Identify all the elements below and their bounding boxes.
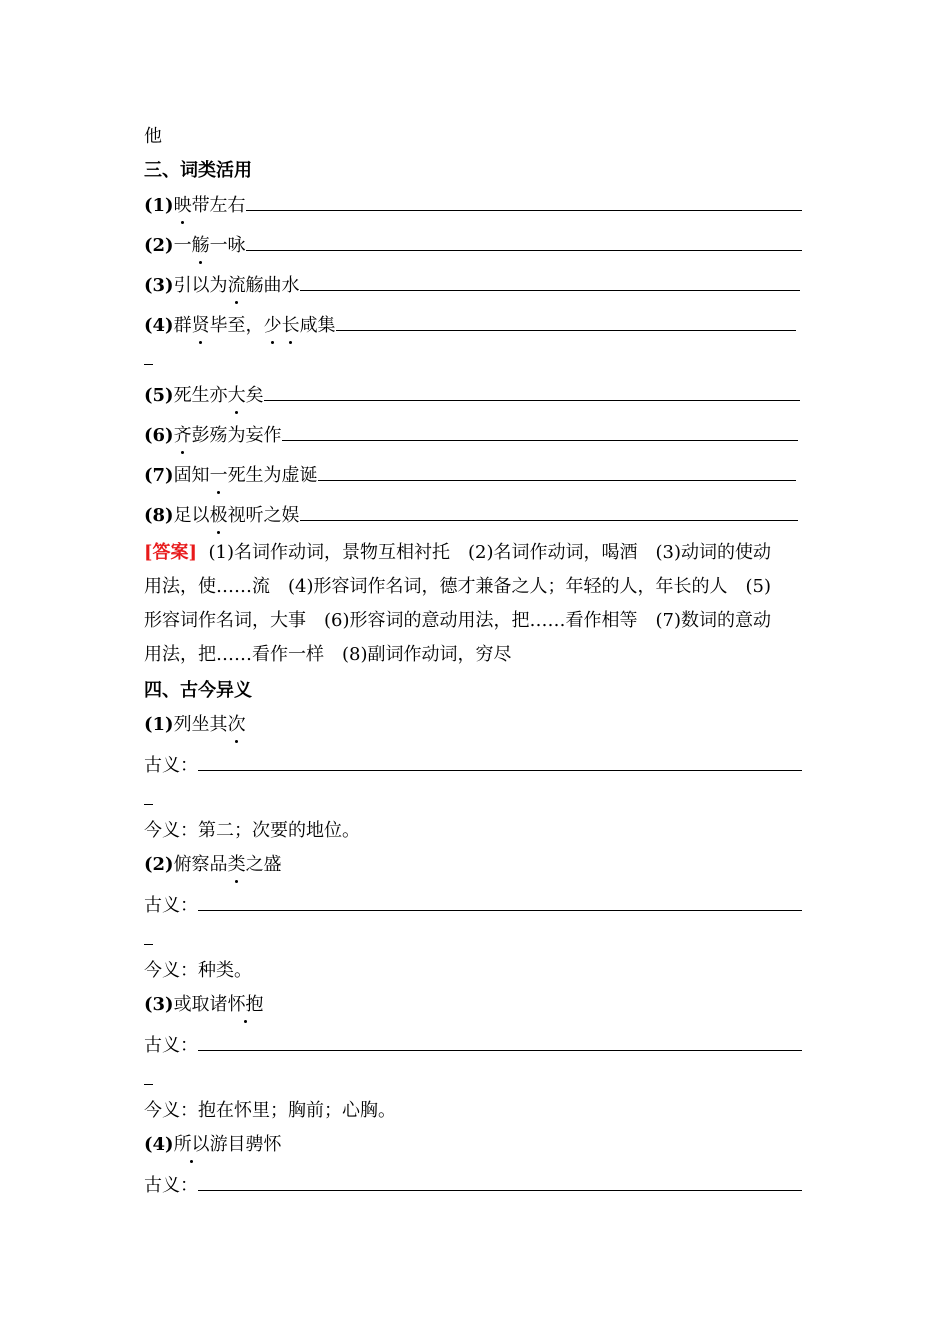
s3-item-3: (3)引以为流觞曲水 — [144, 272, 800, 299]
s3-item-8: (8)足以极视听之娱 — [144, 502, 798, 529]
s4-gu-4: 古义： — [144, 1172, 802, 1199]
emphasis-char: 类 — [228, 852, 246, 878]
blank-tail — [144, 1084, 153, 1085]
emphasis-char: 大 — [228, 383, 246, 409]
answer-blank[interactable] — [318, 462, 796, 481]
s3-item-5: (5)死生亦大矣 — [144, 382, 800, 409]
s4-gu-1: 古义： — [144, 752, 802, 779]
answer-blank[interactable] — [300, 272, 800, 291]
emphasis-char: 映 — [174, 193, 192, 219]
s3-item-1: (1)映带左右 — [144, 192, 802, 219]
section4-title: 四、古今异义 — [144, 680, 252, 701]
s3-item-6: (6)齐彭殇为妄作 — [144, 422, 798, 449]
emphasis-char: 次 — [228, 712, 246, 738]
emphasis-char: 流 — [228, 273, 246, 299]
s4-item-2: (2)俯察品类之盛 — [144, 852, 282, 878]
blank-tail — [144, 944, 153, 945]
answer-line-2: 用法，使……流 (4)形容词作名词，德才兼备之人；年轻的人，年长的人 (5) — [144, 576, 771, 597]
s4-gu-3: 古义： — [144, 1032, 802, 1059]
answer-blank[interactable] — [264, 382, 800, 401]
answer-blank[interactable] — [198, 892, 802, 911]
answer-line-1: (1)名词作动词，景物互相衬托 (2)名词作动词，喝酒 (3)动词的使动 — [208, 542, 771, 563]
emphasis-char: 所以 — [174, 1132, 210, 1158]
blank-tail — [144, 804, 153, 805]
emphasis-char: 觞 — [192, 233, 210, 259]
answer-blank[interactable] — [198, 1032, 802, 1051]
s4-jin-2: 今义：种类。 — [144, 960, 252, 981]
answer-blank[interactable] — [336, 312, 796, 331]
emphasis-char: 一 — [210, 463, 228, 489]
s4-jin-1: 今义：第二；次要的地位。 — [144, 820, 360, 841]
s3-item-2: (2)一觞一咏 — [144, 232, 802, 259]
emphasis-char: 贤 — [192, 313, 210, 339]
answer-tag: [答案] — [144, 542, 198, 563]
answer-block — [144, 536, 808, 672]
blank-tail — [144, 364, 153, 365]
s3-item-7: (7)固知一死生为虚诞 — [144, 462, 796, 489]
s4-jin-3: 今义：抱在怀里；胸前；心胸。 — [144, 1100, 396, 1121]
continued-char: 他 — [144, 126, 162, 147]
section3-title: 三、词类活用 — [144, 160, 252, 181]
answer-blank[interactable] — [246, 192, 802, 211]
answer-blank[interactable] — [282, 422, 798, 441]
answer-blank[interactable] — [198, 1172, 802, 1191]
answer-blank[interactable] — [300, 502, 798, 521]
s4-gu-2: 古义： — [144, 892, 802, 919]
emphasis-char: 长 — [282, 313, 300, 339]
emphasis-char: 怀抱 — [228, 992, 264, 1018]
s4-item-3: (3)或取诸怀抱 — [144, 992, 264, 1018]
emphasis-char: 少 — [264, 313, 282, 339]
answer-blank[interactable] — [198, 752, 802, 771]
s4-item-1: (1)列坐其次 — [144, 712, 246, 738]
s3-item-4: (4)群贤毕至，少长咸集 — [144, 312, 796, 339]
emphasis-char: 极 — [210, 503, 228, 529]
answer-blank[interactable] — [246, 232, 802, 251]
answer-line-3: 形容词作名词，大事 (6)形容词的意动用法，把……看作相等 (7)数词的意动 — [144, 610, 771, 631]
emphasis-char: 齐 — [174, 423, 192, 449]
answer-line-4: 用法，把……看作一样 (8)副词作动词，穷尽 — [144, 644, 512, 665]
s4-item-4: (4)所以游目骋怀 — [144, 1132, 282, 1158]
